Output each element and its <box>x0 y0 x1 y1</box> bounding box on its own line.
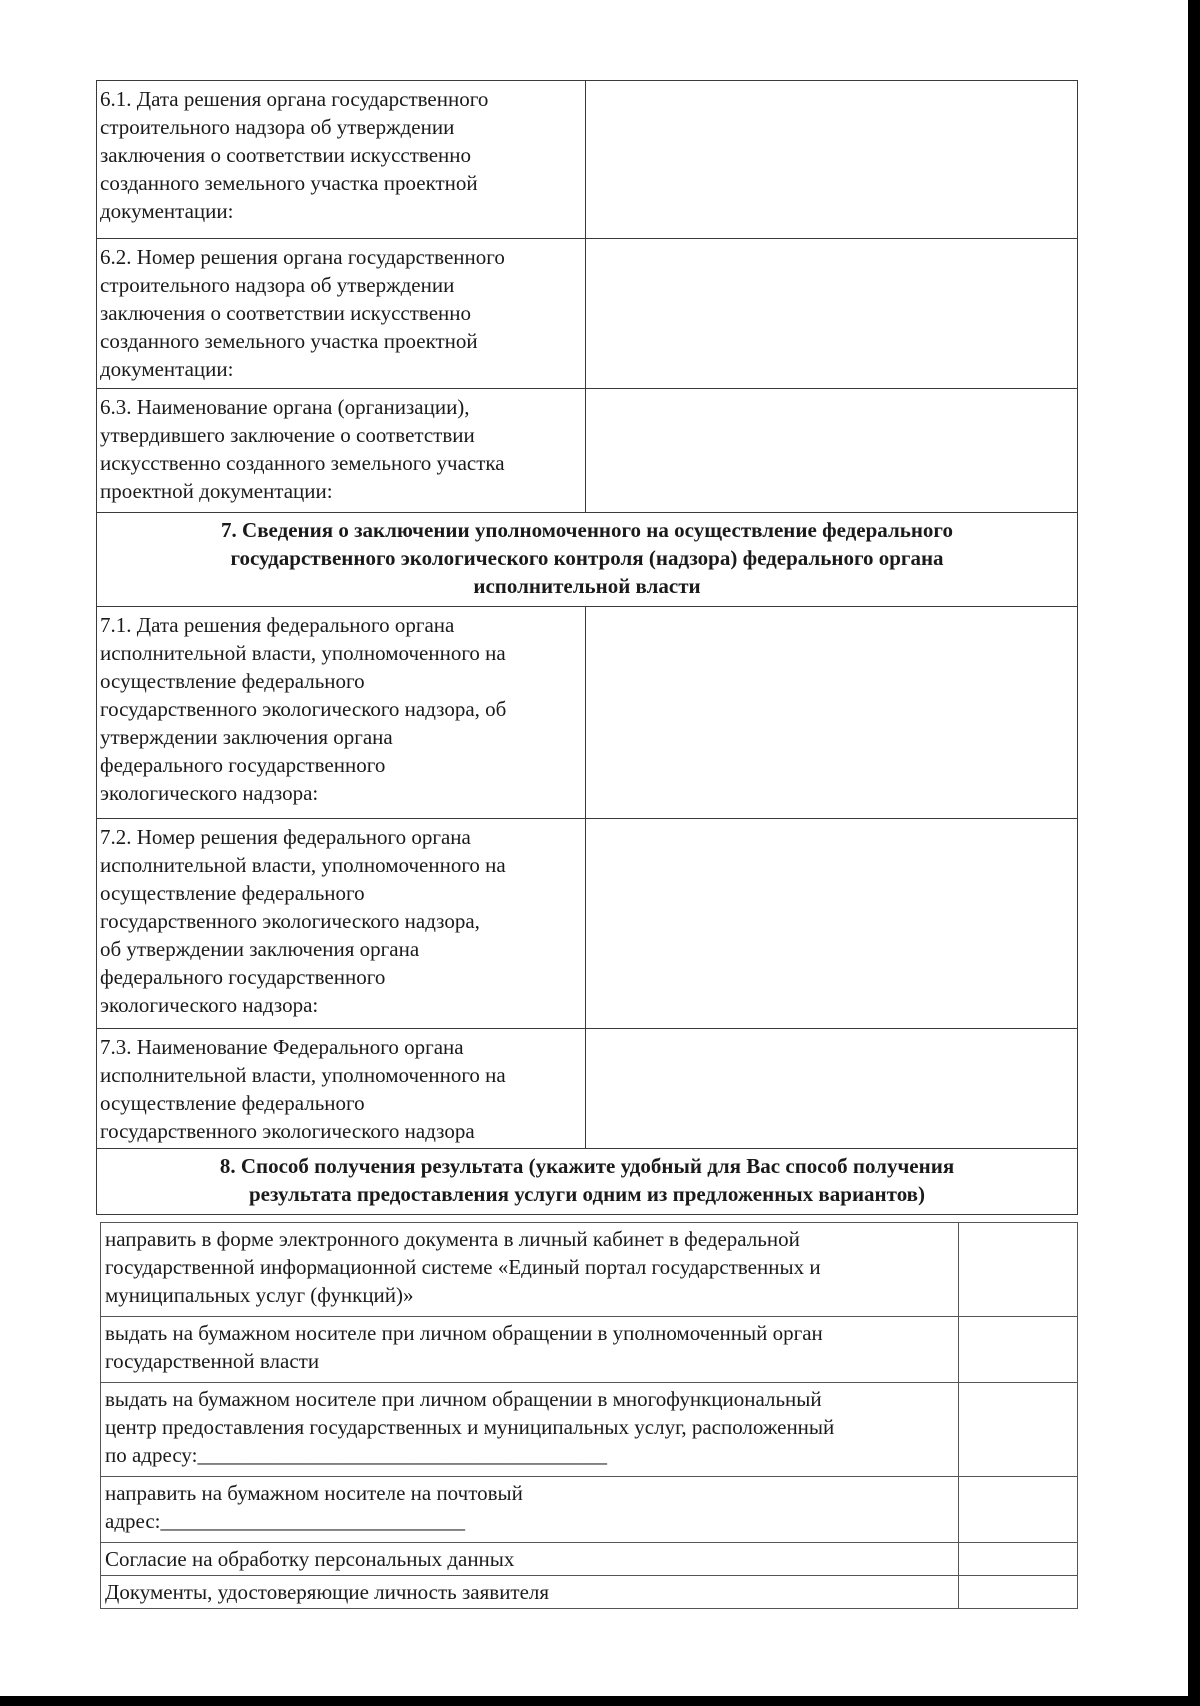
row-6-1-label: 6.1. Дата решения органа государственного строительного надзора об утверждении заключения о соответствии искусственно созданного земельного участка проектной документации: <box>97 81 586 239</box>
row-7-2 <box>97 819 1078 1029</box>
option-electronic <box>101 1223 1078 1317</box>
row-6-3-label: 6.3. Наименование органа (организации), утвердившего заключение о соответствии искусственно созданного земельного участка проектной документации: <box>97 389 586 513</box>
row-7-2-label: 7.2. Номер решения федерального органа исполнительной власти, уполномоченного на осуществление федерального государственного экологического надзора, об утверждении заключения органа федерального государственного экологического надзора: <box>97 819 586 1029</box>
option-paper-authority-checkbox[interactable] <box>959 1317 1078 1383</box>
application-form-table <box>96 80 1078 1215</box>
option-id-documents <box>101 1576 1078 1609</box>
option-paper-mfc-checkbox[interactable] <box>959 1383 1078 1477</box>
row-7-2-value[interactable] <box>586 819 1078 1029</box>
row-6-1-value[interactable] <box>586 81 1078 239</box>
option-consent <box>101 1543 1078 1576</box>
row-6-3 <box>97 389 1078 513</box>
scan-edge-bottom <box>0 1696 1200 1706</box>
option-electronic-checkbox[interactable] <box>959 1223 1078 1317</box>
section-8-header <box>97 1149 1078 1215</box>
option-electronic-label: направить в форме электронного документа в личный кабинет в федеральной государственной информационной системе «Единый портал государственных и муниципальных услуг (функций)» <box>101 1223 959 1317</box>
row-6-2 <box>97 239 1078 389</box>
row-7-3 <box>97 1029 1078 1149</box>
option-post <box>101 1477 1078 1543</box>
option-post-label: направить на бумажном носителе на почтовый адрес:_____________________________ <box>101 1477 959 1543</box>
option-consent-label: Согласие на обработку персональных данных <box>101 1543 959 1576</box>
option-post-checkbox[interactable] <box>959 1477 1078 1543</box>
row-6-2-label: 6.2. Номер решения органа государственного строительного надзора об утверждении заключения о соответствии искусственно созданного земельного участка проектной документации: <box>97 239 586 389</box>
row-6-3-value[interactable] <box>586 389 1078 513</box>
row-7-1-label: 7.1. Дата решения федерального органа исполнительной власти, уполномоченного на осуществление федерального государственного экологического надзора, об утверждении заключения органа федерального государственного экологического надзора: <box>97 607 586 819</box>
row-6-1 <box>97 81 1078 239</box>
option-id-documents-label: Документы, удостоверяющие личность заявителя <box>101 1576 959 1609</box>
row-7-3-value[interactable] <box>586 1029 1078 1149</box>
section-8-title: 8. Способ получения результата (укажите удобный для Вас способ получения результата предоставления услуги одним из предложенных вариантов) <box>97 1149 1078 1215</box>
row-7-1 <box>97 607 1078 819</box>
section-7-title: 7. Сведения о заключении уполномоченного на осуществление федерального государственного экологического контроля (надзора) федерального органа исполнительной власти <box>97 513 1078 607</box>
option-consent-checkbox[interactable] <box>959 1543 1078 1576</box>
row-7-1-value[interactable] <box>586 607 1078 819</box>
option-paper-mfc <box>101 1383 1078 1477</box>
option-paper-authority <box>101 1317 1078 1383</box>
option-paper-authority-label: выдать на бумажном носителе при личном обращении в уполномоченный орган государственной власти <box>101 1317 959 1383</box>
row-6-2-value[interactable] <box>586 239 1078 389</box>
option-id-documents-checkbox[interactable] <box>959 1576 1078 1609</box>
result-method-options <box>100 1222 1078 1609</box>
row-7-3-label: 7.3. Наименование Федерального органа исполнительной власти, уполномоченного на осуществление федерального государственного экологического надзора <box>97 1029 586 1149</box>
scan-edge-right <box>1188 0 1200 1706</box>
option-paper-mfc-label: выдать на бумажном носителе при личном обращении в многофункциональный центр предоставления государственных и муниципальных услуг, расположенный по адресу:_______________________________________ <box>101 1383 959 1477</box>
section-7-header <box>97 513 1078 607</box>
